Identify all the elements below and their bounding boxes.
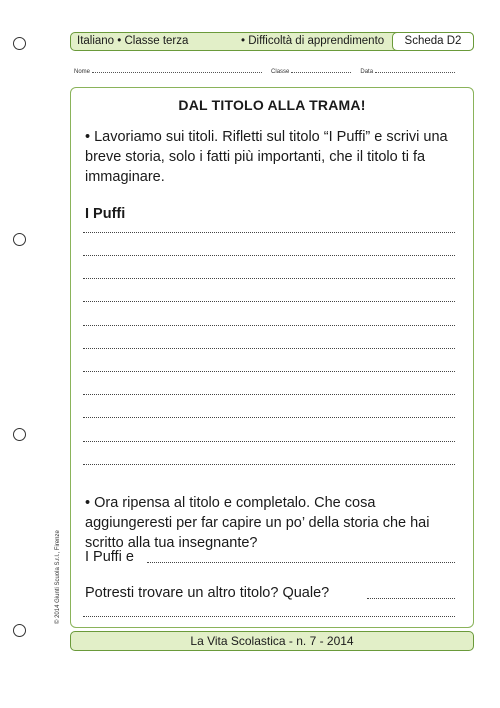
completion-writing-line[interactable] [147, 562, 455, 563]
story-writing-line[interactable] [83, 325, 455, 326]
binder-hole-top [13, 37, 26, 50]
story-writing-line[interactable] [83, 394, 455, 395]
student-info-bar [74, 66, 472, 75]
instruction-complete-title: • Ora ripensa al titolo e completalo. Che cosa aggiungeresti per far capire un po’ della storia che hai scritto alla tua insegnante? [85, 495, 430, 551]
story-writing-line[interactable] [83, 278, 455, 279]
class-field[interactable] [291, 66, 351, 73]
story-writing-line[interactable] [83, 441, 455, 442]
story-writing-line[interactable] [83, 417, 455, 418]
story-title-label: I Puffi [85, 206, 126, 222]
story-writing-line[interactable] [83, 255, 455, 256]
worksheet-title: DAL TITOLO ALLA TRAMA! [178, 97, 366, 113]
story-writing-line[interactable] [83, 348, 455, 349]
date-field[interactable] [375, 66, 455, 73]
footer-bar: La Vita Scolastica - n. 7 - 2014 [70, 631, 474, 651]
alternative-title-line[interactable] [83, 616, 455, 617]
alternative-title-line[interactable] [367, 598, 455, 599]
instruction-story: • Lavoriamo sui titoli. Rifletti sul titolo “I Puffi” e scrivi una breve storia, solo i fatti più importanti, che il titolo ti fa immaginare. [85, 129, 448, 185]
story-writing-line[interactable] [83, 301, 455, 302]
topic-label: • Difficoltà di apprendimento [241, 35, 385, 47]
name-field[interactable] [92, 66, 262, 73]
binder-hole-upper-middle [13, 233, 26, 246]
completion-prefix: I Puffi e [85, 549, 134, 565]
binder-hole-lower-middle [13, 428, 26, 441]
worksheet-frame [70, 87, 474, 628]
subject-label: Italiano • Classe terza [77, 35, 189, 47]
header-bar [70, 32, 474, 51]
story-writing-line[interactable] [83, 464, 455, 465]
copyright-notice: © 2014 Giunti Scuola S.r.l., Firenze [55, 530, 61, 624]
story-writing-line[interactable] [83, 232, 455, 233]
name-label: Nome [74, 69, 91, 75]
story-writing-line[interactable] [83, 371, 455, 372]
class-label: Classe [271, 69, 290, 75]
binder-hole-bottom [13, 624, 26, 637]
worksheet-code-badge: Scheda D2 [392, 32, 474, 51]
alternative-title-question: Potresti trovare un altro titolo? Quale? [85, 585, 330, 601]
date-label: Data [360, 69, 374, 75]
